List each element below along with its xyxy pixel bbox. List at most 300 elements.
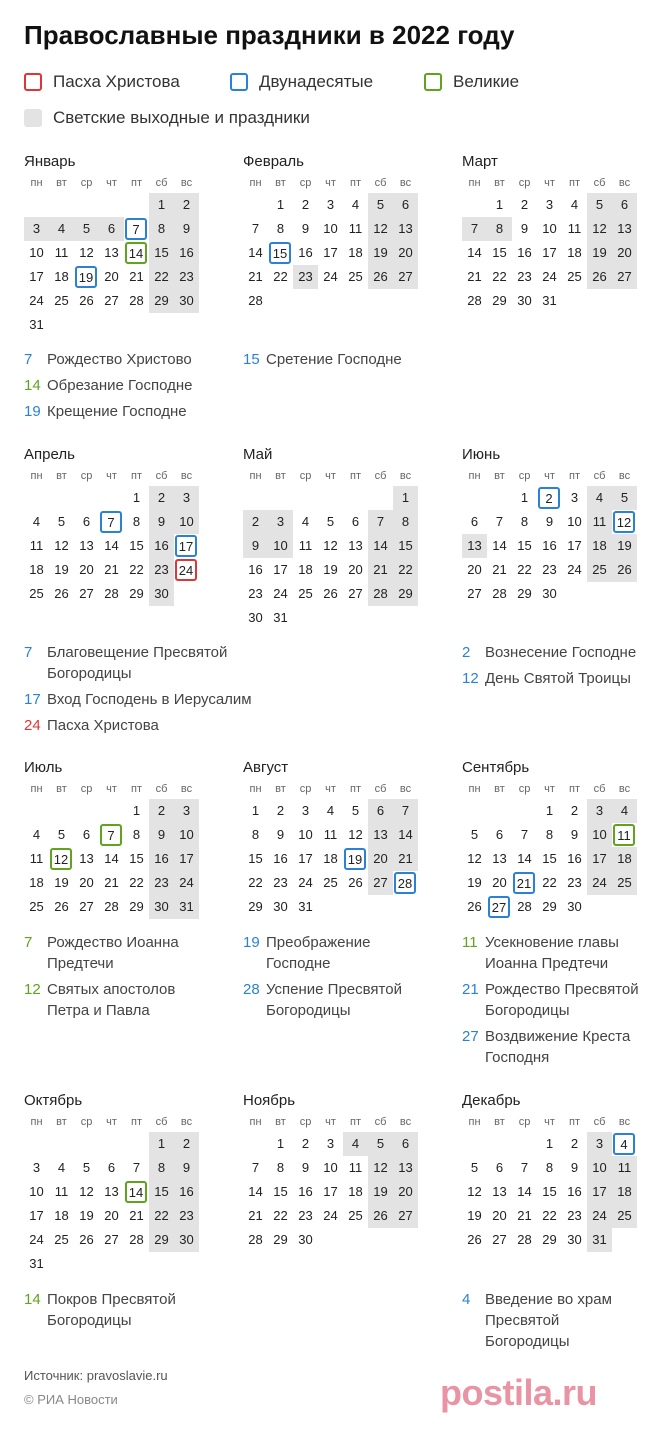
day: 31 [273, 610, 288, 625]
day-off: 7 [393, 799, 418, 823]
weekday-label: пн [30, 177, 43, 189]
day-off: 17 [174, 847, 199, 871]
day-off: 13 [393, 1156, 418, 1180]
holiday-note [24, 715, 284, 736]
holiday-day-green: 14 [125, 242, 147, 264]
day-off: 27 [368, 871, 393, 895]
day: 16 [517, 245, 532, 260]
day: 18 [54, 1208, 69, 1223]
day-off: 30 [149, 895, 174, 919]
day-off: 9 [174, 217, 199, 241]
day-off: 5 [74, 217, 99, 241]
empty-cell [462, 193, 487, 217]
weekday-label: ср [299, 177, 312, 189]
day: 2 [301, 1136, 310, 1151]
day: 9 [520, 221, 529, 236]
day: 9 [570, 1160, 579, 1175]
day: 21 [248, 1208, 263, 1223]
day: 10 [298, 827, 313, 842]
page-title: Православные праздники в 2022 году [24, 20, 515, 50]
weekday-label: пт [350, 783, 361, 795]
day: 15 [248, 851, 263, 866]
day-off: 4 [612, 799, 637, 823]
day-off: 3 [268, 510, 293, 534]
day-off: 29 [149, 289, 174, 313]
day: 14 [467, 245, 482, 260]
month-name: Июнь [462, 446, 501, 463]
day: 24 [323, 269, 338, 284]
holiday-note-date: 12 [24, 981, 41, 998]
weekday-label: вт [494, 783, 505, 795]
empty-cell [49, 799, 74, 823]
day: 27 [492, 1232, 507, 1247]
day: 14 [104, 538, 119, 553]
day-off: 19 [612, 534, 637, 558]
legend-twelve [230, 72, 373, 92]
day-off: 7 [462, 217, 487, 241]
day: 14 [517, 851, 532, 866]
day: 4 [32, 827, 41, 842]
day: 5 [326, 514, 335, 529]
empty-cell [99, 799, 124, 823]
day: 12 [348, 827, 363, 842]
weekday-header [24, 466, 224, 486]
day: 11 [348, 221, 363, 236]
day: 13 [104, 1184, 119, 1199]
month-february [243, 152, 443, 313]
day-off: 23 [293, 265, 318, 289]
holiday-note-date: 17 [24, 691, 41, 708]
empty-cell [74, 486, 99, 510]
holiday-note-date: 11 [462, 934, 478, 951]
day-off: 11 [587, 510, 612, 534]
holiday-note [24, 979, 214, 1021]
day-off: 20 [393, 1180, 418, 1204]
day: 10 [323, 1160, 338, 1175]
day: 25 [323, 875, 338, 890]
weekday-label: ср [518, 783, 531, 795]
day: 10 [29, 1184, 44, 1199]
day: 30 [298, 1232, 313, 1247]
day: 1 [251, 803, 260, 818]
weekday-header [243, 466, 443, 486]
holiday-note [243, 932, 433, 974]
day-off: 24 [174, 871, 199, 895]
month-name: Апрель [24, 446, 75, 463]
empty-cell [99, 486, 124, 510]
weekday-label: вт [494, 177, 505, 189]
weekday-label: вт [56, 1116, 67, 1128]
day: 14 [248, 1184, 263, 1199]
day: 5 [351, 803, 360, 818]
day: 22 [129, 875, 144, 890]
weekday-label: пн [468, 1116, 481, 1128]
day: 2 [276, 803, 285, 818]
day-grid [243, 1132, 443, 1252]
holiday-day-blue: 7 [100, 511, 122, 533]
day: 25 [54, 293, 69, 308]
day-off: 5 [368, 193, 393, 217]
holiday-note-date: 15 [243, 351, 260, 368]
day: 26 [348, 875, 363, 890]
day: 21 [104, 875, 119, 890]
day-off: 6 [393, 1132, 418, 1156]
day: 1 [132, 803, 141, 818]
weekday-label: сб [593, 783, 606, 795]
holiday-note-name: Воздвижение Креста Господня [485, 1028, 631, 1066]
day: 8 [276, 1160, 285, 1175]
day: 24 [29, 1232, 44, 1247]
weekday-label: пт [131, 470, 142, 482]
holiday-note-date: 21 [462, 981, 479, 998]
empty-cell [49, 193, 74, 217]
day: 28 [104, 586, 119, 601]
day: 18 [567, 245, 582, 260]
holiday-note-date: 14 [24, 377, 41, 394]
month-july [24, 758, 224, 919]
day: 29 [129, 899, 144, 914]
day: 13 [492, 1184, 507, 1199]
day: 29 [542, 899, 557, 914]
day-off: 16 [174, 1180, 199, 1204]
day: 4 [32, 514, 41, 529]
day: 18 [298, 562, 313, 577]
day: 13 [348, 538, 363, 553]
weekday-label: вс [399, 470, 412, 482]
day: 23 [248, 586, 263, 601]
day: 21 [467, 269, 482, 284]
day-off: 19 [368, 241, 393, 265]
weekday-label: чт [544, 177, 555, 189]
weekday-label: ср [80, 177, 93, 189]
day: 11 [29, 851, 44, 866]
day: 22 [542, 875, 557, 890]
weekday-header [462, 1112, 660, 1132]
month-name: Октябрь [24, 1092, 83, 1109]
day: 30 [567, 1232, 582, 1247]
day: 9 [301, 1160, 310, 1175]
day: 10 [29, 245, 44, 260]
month-may [243, 445, 443, 630]
day: 15 [542, 1184, 557, 1199]
day: 10 [567, 514, 582, 529]
holiday-note [24, 349, 214, 370]
weekday-label: ср [518, 1116, 531, 1128]
day-off: 18 [612, 847, 637, 871]
holiday-day-blue: 15 [269, 242, 291, 264]
weekday-label: сб [155, 470, 168, 482]
legend-easter [24, 72, 180, 92]
day: 15 [542, 851, 557, 866]
holiday-note [24, 642, 284, 684]
day: 27 [104, 293, 119, 308]
holiday-note [462, 1289, 642, 1352]
holiday-note-name: Преображение Господне [266, 934, 371, 972]
day-off: 24 [587, 1204, 612, 1228]
empty-cell [512, 799, 537, 823]
day: 11 [298, 538, 313, 553]
holiday-day-green: 14 [125, 1181, 147, 1203]
day: 7 [495, 514, 504, 529]
day: 19 [323, 562, 338, 577]
weekday-label: вт [56, 470, 67, 482]
holiday-note-date: 7 [24, 934, 33, 951]
day: 22 [273, 1208, 288, 1223]
weekday-header [243, 173, 443, 193]
copyright: © РИА Новости [24, 1392, 118, 1407]
day: 15 [129, 538, 144, 553]
holiday-note [243, 979, 433, 1021]
weekday-header [24, 173, 224, 193]
empty-cell [462, 486, 487, 510]
day-off: 5 [368, 1132, 393, 1156]
day: 5 [57, 827, 66, 842]
weekday-label: вс [180, 177, 193, 189]
notes-q1-left [24, 349, 214, 427]
day: 14 [104, 851, 119, 866]
day-off: 19 [587, 241, 612, 265]
holiday-note-date: 14 [24, 1291, 41, 1308]
day: 8 [251, 827, 260, 842]
day-off: 12 [368, 217, 393, 241]
weekday-label: чт [325, 1116, 336, 1128]
day-off: 30 [174, 289, 199, 313]
day: 18 [29, 875, 44, 890]
month-name: Сентябрь [462, 759, 530, 776]
day-off: 9 [243, 534, 268, 558]
day: 30 [567, 899, 582, 914]
day: 9 [545, 514, 554, 529]
day: 5 [470, 1160, 479, 1175]
empty-cell [24, 486, 49, 510]
legend-red-swatch-icon [24, 73, 42, 91]
day-off: 10 [587, 1156, 612, 1180]
weekday-label: пн [30, 470, 43, 482]
day-off: 2 [243, 510, 268, 534]
month-name: Май [243, 446, 273, 463]
weekday-label: сб [374, 470, 387, 482]
day: 25 [348, 269, 363, 284]
empty-cell [487, 486, 512, 510]
day-off: 14 [393, 823, 418, 847]
empty-cell [24, 1132, 49, 1156]
weekday-label: пн [249, 177, 262, 189]
day: 20 [104, 1208, 119, 1223]
day: 14 [517, 1184, 532, 1199]
holiday-note [462, 1026, 652, 1068]
month-name: Март [462, 153, 498, 170]
day-off: 25 [587, 558, 612, 582]
day-grid [462, 799, 660, 919]
holiday-note [462, 642, 652, 663]
day: 20 [348, 562, 363, 577]
empty-cell [462, 1132, 487, 1156]
day-off: 3 [24, 217, 49, 241]
day: 24 [273, 586, 288, 601]
day: 25 [348, 1208, 363, 1223]
day: 30 [517, 293, 532, 308]
day: 7 [520, 1160, 529, 1175]
weekday-header [24, 779, 224, 799]
day-off: 4 [587, 486, 612, 510]
day: 27 [104, 1232, 119, 1247]
holiday-note-name: Введение во храм Пресвятой Богородицы [485, 1291, 612, 1350]
day: 11 [29, 538, 44, 553]
day: 13 [79, 851, 94, 866]
day: 30 [248, 610, 263, 625]
day-off: 29 [393, 582, 418, 606]
day-grid [24, 1132, 224, 1276]
weekday-label: ср [518, 470, 531, 482]
weekday-label: пт [569, 1116, 580, 1128]
weekday-label: пт [131, 1116, 142, 1128]
day: 7 [251, 221, 260, 236]
holiday-note-date: 19 [24, 403, 41, 420]
day: 22 [248, 875, 263, 890]
empty-cell [74, 799, 99, 823]
day: 23 [298, 1208, 313, 1223]
weekday-label: вс [618, 470, 631, 482]
day: 17 [323, 1184, 338, 1199]
day: 13 [79, 538, 94, 553]
empty-cell [99, 1132, 124, 1156]
day: 28 [517, 899, 532, 914]
weekday-label: пт [569, 177, 580, 189]
weekday-label: сб [593, 177, 606, 189]
day: 28 [129, 1232, 144, 1247]
weekday-label: чт [325, 783, 336, 795]
month-december [462, 1091, 660, 1252]
day: 28 [517, 1232, 532, 1247]
day: 5 [57, 514, 66, 529]
watermark: postila.ru [440, 1372, 598, 1413]
holiday-day-blue: 12 [613, 511, 635, 533]
notes-q4-right [462, 1289, 642, 1357]
day: 18 [54, 269, 69, 284]
day: 23 [567, 875, 582, 890]
holiday-day-green: 12 [50, 848, 72, 870]
holiday-day-blue: 17 [175, 535, 197, 557]
day: 10 [323, 221, 338, 236]
day: 20 [104, 269, 119, 284]
day: 7 [520, 827, 529, 842]
day: 28 [129, 293, 144, 308]
day: 3 [326, 1136, 335, 1151]
weekday-label: пт [569, 783, 580, 795]
weekday-label: пн [249, 470, 262, 482]
day-off: 16 [149, 847, 174, 871]
day: 31 [298, 899, 313, 914]
day-off: 3 [174, 486, 199, 510]
empty-cell [343, 486, 368, 510]
day: 15 [492, 245, 507, 260]
month-name: Декабрь [462, 1092, 521, 1109]
day-off: 3 [174, 799, 199, 823]
weekday-label: вт [275, 1116, 286, 1128]
holiday-note-date: 28 [243, 981, 260, 998]
day: 30 [542, 586, 557, 601]
holiday-day-red: 24 [175, 559, 197, 581]
day: 8 [520, 514, 529, 529]
day: 24 [542, 269, 557, 284]
holiday-note-name: Благовещение Пресвятой Богородицы [47, 644, 228, 682]
notes-q2-right [462, 642, 652, 694]
day-off: 20 [368, 847, 393, 871]
day: 21 [129, 269, 144, 284]
holiday-note-date: 7 [24, 644, 33, 661]
holiday-note-date: 24 [24, 717, 41, 734]
day-grid [243, 486, 443, 630]
month-october [24, 1091, 224, 1276]
day: 28 [248, 293, 263, 308]
day-off: 10 [587, 823, 612, 847]
weekday-label: вт [494, 470, 505, 482]
notes-q3-right [462, 932, 652, 1073]
day-off: 7 [368, 510, 393, 534]
day: 24 [298, 875, 313, 890]
day-grid [24, 193, 224, 337]
empty-cell [462, 799, 487, 823]
day: 6 [470, 514, 479, 529]
holiday-note-name: Вознесение Господне [485, 644, 637, 661]
holiday-note-name: Святых апостолов Петра и Павла [47, 981, 176, 1019]
day-off: 16 [149, 534, 174, 558]
holiday-day-blue: 4 [613, 1133, 635, 1155]
day: 17 [542, 245, 557, 260]
day: 15 [273, 1184, 288, 1199]
day: 4 [301, 514, 310, 529]
day: 31 [29, 317, 44, 332]
empty-cell [487, 1132, 512, 1156]
weekday-label: сб [155, 1116, 168, 1128]
day: 3 [326, 197, 335, 212]
day: 11 [54, 245, 69, 260]
day: 9 [301, 221, 310, 236]
day: 21 [104, 562, 119, 577]
holiday-day-blue: 7 [125, 218, 147, 240]
day: 19 [467, 875, 482, 890]
day-off: 6 [99, 217, 124, 241]
weekday-label: пт [350, 1116, 361, 1128]
day: 13 [492, 851, 507, 866]
day-off: 12 [368, 1156, 393, 1180]
day: 9 [570, 827, 579, 842]
day-off: 8 [149, 217, 174, 241]
day: 2 [520, 197, 529, 212]
weekday-header [462, 173, 660, 193]
day: 16 [567, 851, 582, 866]
weekday-label: чт [106, 177, 117, 189]
day: 22 [273, 269, 288, 284]
legend-gray-swatch-icon [24, 109, 42, 127]
weekday-label: ср [299, 783, 312, 795]
day: 3 [32, 1160, 41, 1175]
day: 18 [323, 851, 338, 866]
weekday-label: вс [180, 470, 193, 482]
day: 8 [276, 221, 285, 236]
day-grid [24, 799, 224, 919]
day: 18 [29, 562, 44, 577]
day: 12 [323, 538, 338, 553]
day: 7 [132, 1160, 141, 1175]
weekday-label: сб [155, 177, 168, 189]
day-off: 13 [462, 534, 487, 558]
weekday-label: пт [350, 177, 361, 189]
notes-q1-middle [243, 349, 433, 375]
holiday-note-date: 12 [462, 670, 479, 687]
day-off: 21 [368, 558, 393, 582]
weekday-label: вт [275, 470, 286, 482]
